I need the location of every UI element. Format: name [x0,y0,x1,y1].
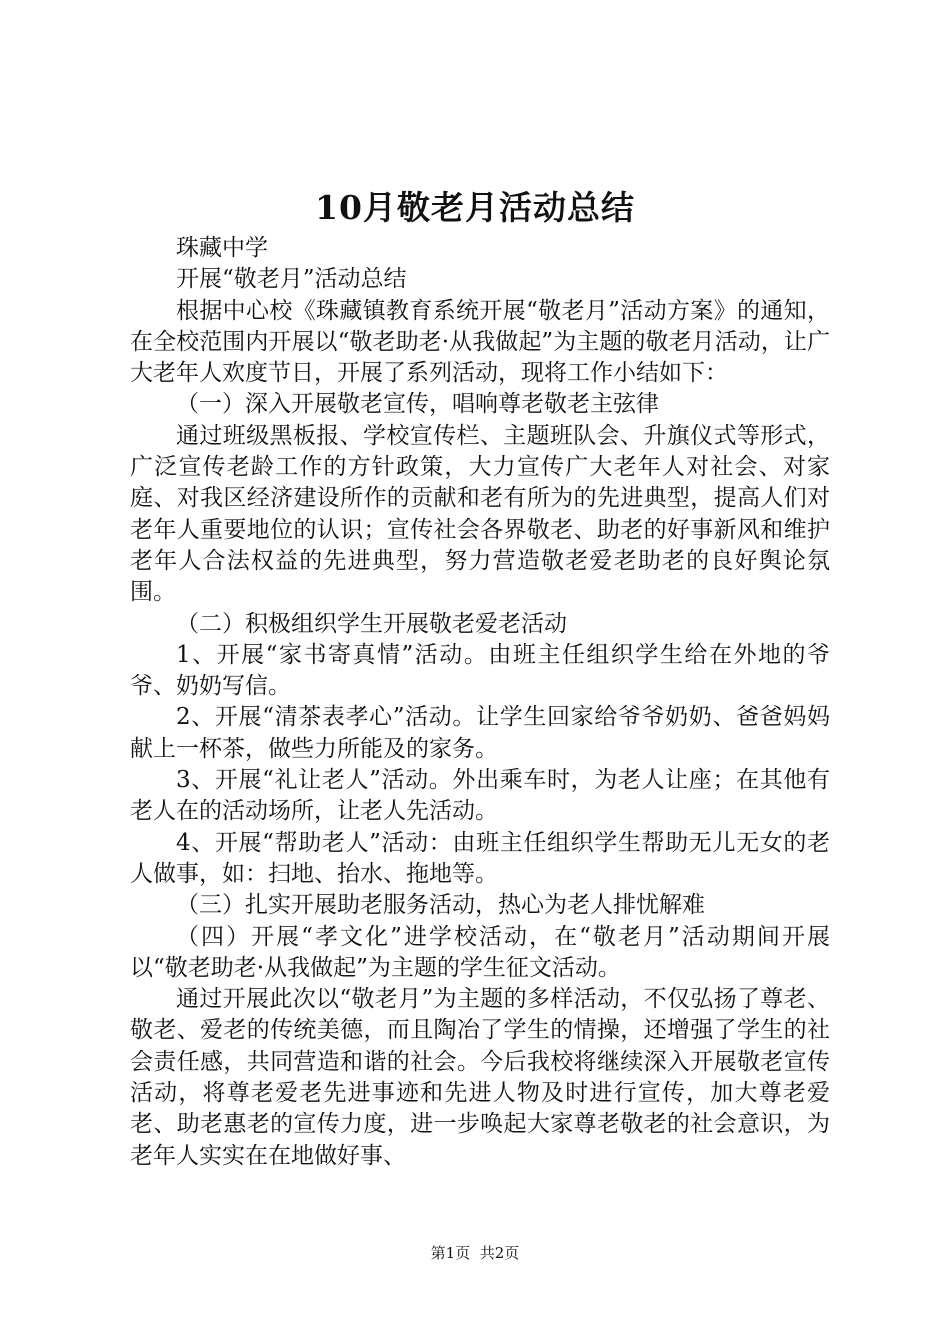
list-item-2: 2、开展“清茶表孝心”活动。让学生回家给爷爷奶奶、爸爸妈妈献上一杯茶，做些力所能及的家务。 [130,704,830,762]
page-total: 共2页 [479,1244,520,1262]
intro-paragraph: 根据中心校《珠藏镇教育系统开展“敬老月”活动方案》的通知，在全校范围内开展以“敬老助老·从我做起”为主题的敬老月活动，让广大老年人欢度节日，开展了系列活动，现将工作小结如下： [130,297,830,387]
school-name: 珠藏中学 [176,235,268,261]
document-title: 10月敬老月活动总结 [315,188,635,227]
section-heading-1: （一）深入开展敬老宣传，唱响尊老敬老主弦律 [176,391,659,418]
page-footer [0,1242,950,1264]
list-item-3: 3、开展“礼让老人”活动。外出乘车时，为老人让座；在其他有老人在的活动场所，让老人先活动。 [130,767,830,825]
list-item-4: 4、开展“帮助老人”活动：由班主任组织学生帮助无儿无女的老人做事，如：扫地、抬水、拖地等。 [130,829,830,887]
document-body [130,233,830,1172]
section-heading-3: （三）扎实开展助老服务活动，热心为老人排忧解难 [176,892,705,919]
subtitle: 开展“敬老月”活动总结 [176,266,407,293]
section-heading-4: （四）开展“孝文化”进学校活动，在“敬老月”活动期间开展以“敬老助老·从我做起”为主题的学生征文活动。 [130,923,830,981]
section-heading-2: （二）积极组织学生开展敬老爱老活动 [176,610,567,637]
section-paragraph-1: 通过班级黑板报、学校宣传栏、主题班队会、升旗仪式等形式，广泛宣传老龄工作的方针政策，大力宣传广大老年人对社会、对家庭、对我区经济建设所作的贡献和老有所为的先进典型，提高人们对老年人重要地位的认识；宣传社会各界敬老、助老的好事新风和维护老年人合法权益的先进典型，努力营造敬老爱老助老的良好舆论氛围。 [130,422,830,606]
page-number: 第1页 [430,1244,471,1262]
list-item-1: 1、开展“家书寄真情”活动。由班主任组织学生给在外地的爷爷、奶奶写信。 [130,641,830,700]
conclusion-paragraph: 通过开展此次以“敬老月”为主题的多样活动，不仅弘扬了尊老、敬老、爱老的传统美德，而且陶冶了学生的情操，还增强了学生的社会责任感，共同营造和谐的社会。今后我校将继续深入开展敬老宣传活动，将尊老爱老先进事迹和先进人物及时进行宣传，加大尊老爱老、助老惠老的宣传力度，进一步唤起大家尊老敬老的社会意识，为老年人实实在在地做好事、 [130,986,830,1169]
